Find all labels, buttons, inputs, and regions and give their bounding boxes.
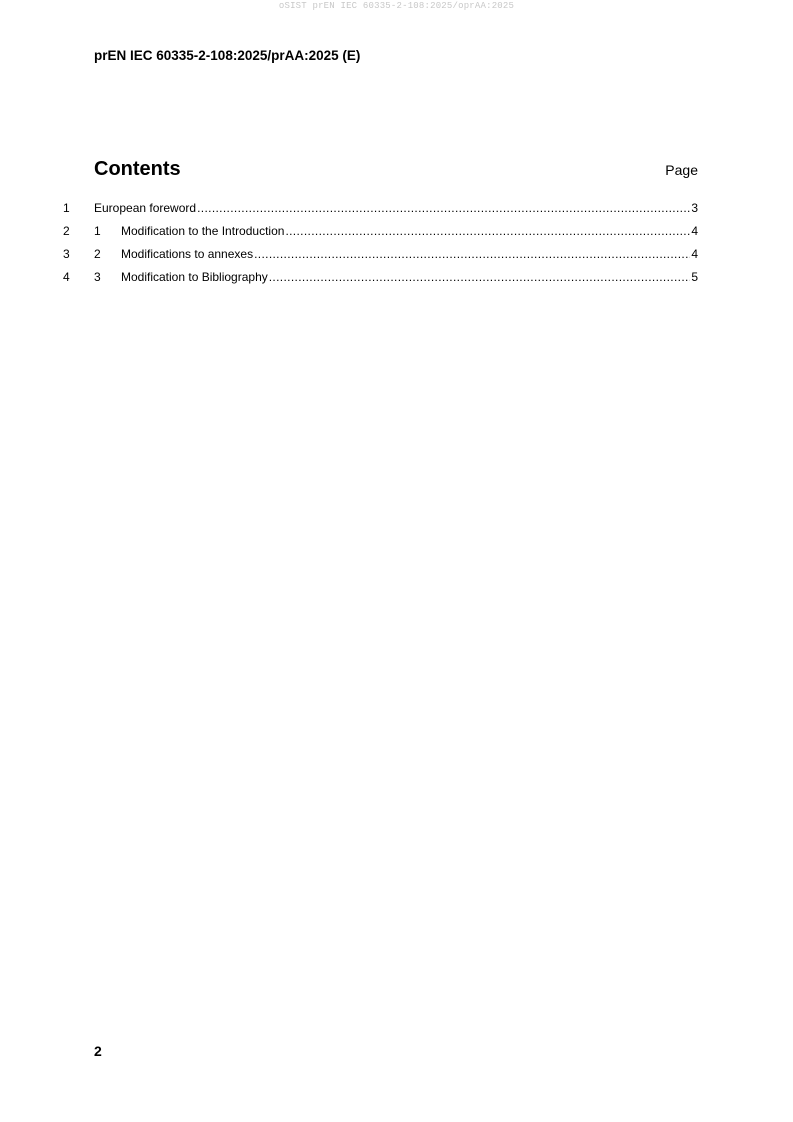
- toc-entry-title: Modification to the Introduction: [121, 224, 285, 238]
- table-of-contents: [0, 201, 793, 293]
- toc-entry-annexes[interactable]: [0, 247, 793, 270]
- toc-entry-title: Modification to Bibliography: [121, 270, 268, 284]
- toc-entry-page: 4: [691, 247, 698, 261]
- toc-entry-page: 4: [691, 224, 698, 238]
- toc-entry-title: European foreword: [94, 201, 197, 215]
- contents-heading: Contents: [94, 158, 181, 180]
- watermark-text: oSIST prEN IEC 60335-2-108:2025/oprAA:2025: [278, 1, 515, 11]
- toc-entry-european-foreword[interactable]: [0, 201, 793, 224]
- toc-entry-link[interactable]: [94, 224, 698, 239]
- toc-entry-number: 1: [94, 224, 101, 238]
- page-column-label: Page: [665, 162, 698, 178]
- toc-entry-number: 3: [94, 270, 101, 284]
- toc-entry-link[interactable]: [94, 270, 698, 285]
- toc-entry-page: 5: [691, 270, 698, 284]
- toc-entry-link[interactable]: [94, 201, 698, 216]
- line-number: 2: [63, 224, 70, 238]
- toc-entry-number: 2: [94, 247, 101, 261]
- toc-entry-link[interactable]: [94, 247, 698, 262]
- line-number: 3: [63, 247, 70, 261]
- dot-leader: [197, 201, 690, 216]
- toc-entry-bibliography[interactable]: [0, 270, 793, 293]
- page-number: 2: [94, 1043, 102, 1059]
- dot-leader: [254, 247, 690, 262]
- toc-entry-introduction[interactable]: [0, 224, 793, 247]
- document-id-header: prEN IEC 60335-2-108:2025/prAA:2025 (E): [94, 48, 361, 63]
- line-number: 1: [63, 201, 70, 215]
- dot-leader: [269, 270, 691, 285]
- toc-entry-page: 3: [691, 201, 698, 215]
- line-number: 4: [63, 270, 70, 284]
- toc-entry-title: Modifications to annexes: [121, 247, 254, 261]
- dot-leader: [285, 224, 690, 239]
